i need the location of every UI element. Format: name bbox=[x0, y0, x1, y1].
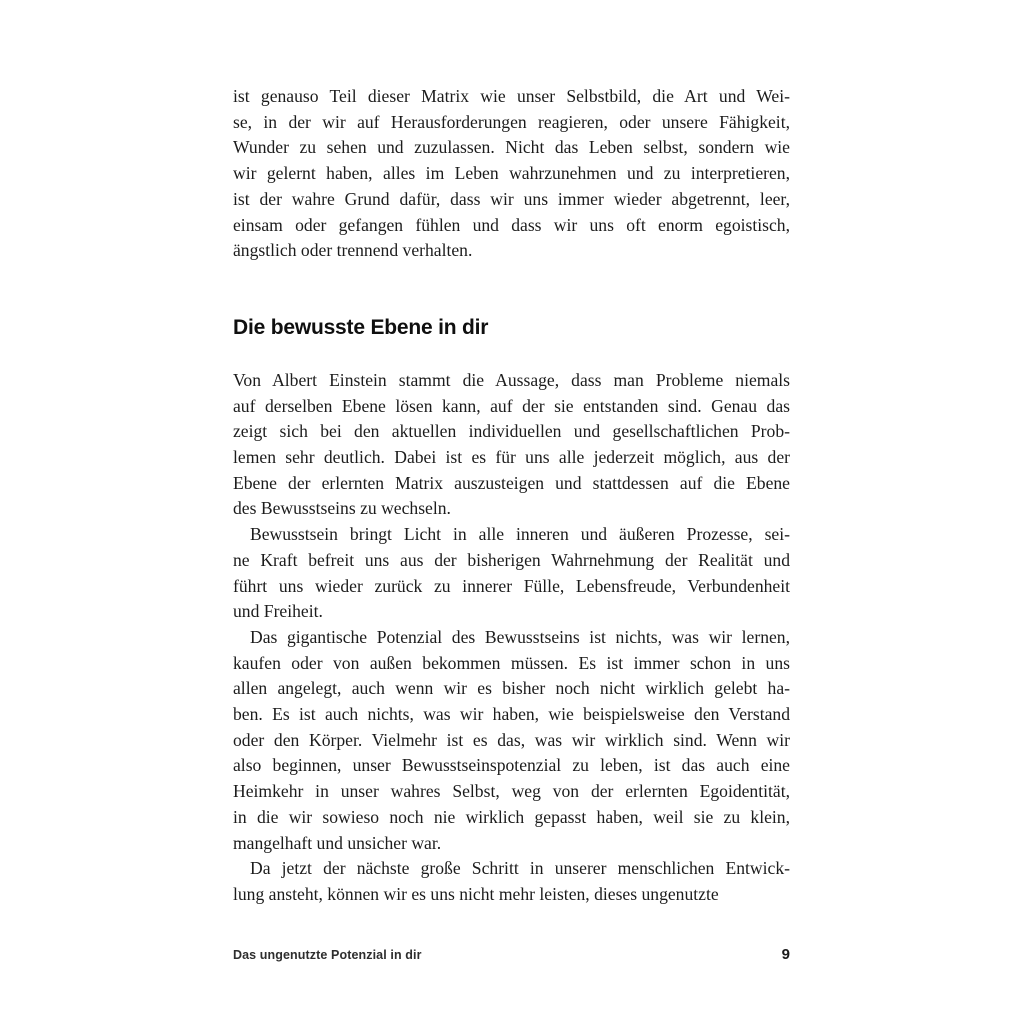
text-line: führt uns wieder zurück zu innerer Fülle, Lebensfreude, Verbundenheit bbox=[233, 575, 790, 596]
text-line: Bewusstsein bringt Licht in alle inneren und äußeren Prozesse, sei- bbox=[250, 524, 790, 545]
text-line: lung ansteht, können wir es uns nicht mehr leisten, dieses ungenutzte bbox=[233, 883, 719, 904]
continued-paragraph-container bbox=[233, 84, 790, 264]
text-line: ist genauso Teil dieser Matrix wie unser Selbstbild, die Art und Wei- bbox=[233, 86, 790, 106]
text-line: Wunder zu sehen und zuzulassen. Nicht das Leben selbst, sondern wie bbox=[233, 137, 790, 158]
text-line: Das gigantische Potenzial des Bewusstseins ist nichts, was wir lernen, bbox=[250, 626, 790, 647]
paragraph bbox=[233, 625, 790, 856]
text-line: Von Albert Einstein stammt die Aussage, dass man Probleme niemals bbox=[233, 369, 790, 390]
text-line: se, in der wir auf Herausforderungen reagieren, oder unsere Fähigkeit, bbox=[233, 111, 790, 132]
text-line: wir gelernt haben, alles im Leben wahrzunehmen und zu interpretieren, bbox=[233, 163, 790, 184]
text-line: zeigt sich bei den aktuellen individuellen und gesellschaftlichen Prob- bbox=[233, 421, 790, 442]
text-column bbox=[233, 84, 790, 908]
text-line: also beginnen, unser Bewusstseinspotenzial zu leben, ist das auch eine bbox=[233, 755, 790, 776]
paragraph bbox=[233, 856, 790, 907]
paragraph bbox=[233, 522, 790, 625]
page-number: 9 bbox=[781, 946, 790, 963]
section-body bbox=[233, 368, 790, 908]
text-line: oder den Körper. Vielmehr ist es das, was wir wirklich sind. Wenn wir bbox=[233, 729, 790, 750]
text-line: kaufen oder von außen bekommen müssen. Es ist immer schon in uns bbox=[233, 652, 790, 673]
text-line: ben. Es ist auch nichts, was wir haben, wie beispielsweise den Verstand bbox=[233, 704, 790, 725]
paragraph bbox=[233, 368, 790, 522]
text-line: mangelhaft und unsicher war. bbox=[233, 832, 442, 853]
text-line: des Bewusstseins zu wechseln. bbox=[233, 498, 451, 519]
running-title: Das ungenutzte Potenzial in dir bbox=[233, 948, 422, 962]
text-line: ne Kraft befreit uns aus der bisherigen Wahrnehmung der Realität und bbox=[233, 549, 790, 570]
text-line: Heimkehr in unser wahres Selbst, weg von der erlernten Egoidentität, bbox=[233, 781, 790, 802]
text-line: auf derselben Ebene lösen kann, auf der sie entstanden sind. Genau das bbox=[233, 395, 790, 416]
section-heading: Die bewusste Ebene in dir bbox=[233, 315, 489, 339]
text-line: und Freiheit. bbox=[233, 601, 323, 622]
text-line: einsam oder gefangen fühlen und dass wir uns oft enorm egoistisch, bbox=[233, 214, 790, 235]
text-line: Da jetzt der nächste große Schritt in unserer menschlichen Entwick- bbox=[250, 858, 790, 879]
paragraph bbox=[233, 84, 790, 264]
text-line: ist der wahre Grund dafür, dass wir uns immer wieder abgetrennt, leer, bbox=[233, 188, 790, 209]
text-line: lemen sehr deutlich. Dabei ist es für uns alle jederzeit möglich, aus der bbox=[233, 447, 790, 468]
text-line: allen angelegt, auch wenn wir es bisher noch nicht wirklich gelebt ha- bbox=[233, 678, 790, 699]
text-line: ängstlich oder trennend verhalten. bbox=[233, 240, 473, 261]
page-footer bbox=[233, 946, 790, 963]
text-line: Ebene der erlernten Matrix auszusteigen und stattdessen auf die Ebene bbox=[233, 472, 790, 493]
text-line: in die wir sowieso noch nie wirklich gepasst haben, weil sie zu klein, bbox=[233, 806, 790, 827]
